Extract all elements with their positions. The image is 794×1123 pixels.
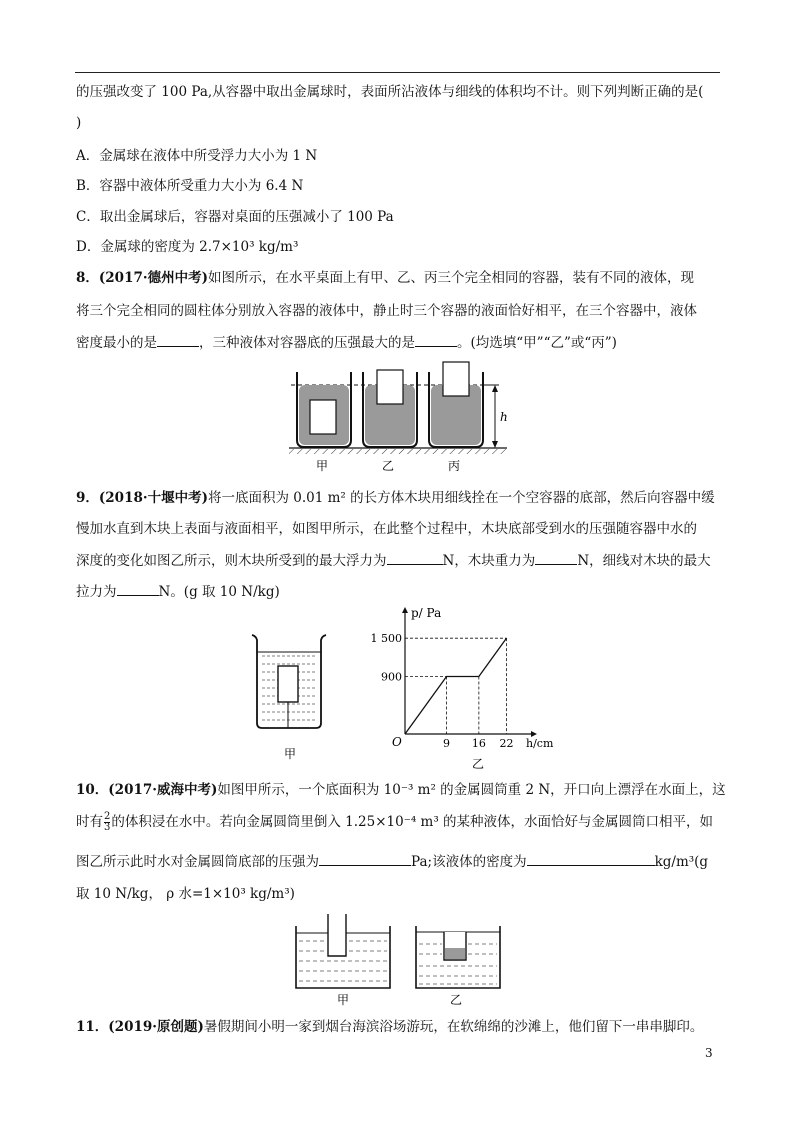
y-tick-label: 900 [381, 670, 402, 684]
q8-number: 8． [76, 270, 99, 286]
q7-option-c: C．取出金属球后，容器对桌面的压强减小了 100 Pa [76, 209, 394, 225]
q10-text2a: 时有 [76, 814, 103, 830]
q9-text1: 将一底面积为 0.01 m² 的长方体木块用细线拴在一个空容器的底部，然后向容器中缓 [207, 490, 715, 506]
chart-guide-lines [405, 638, 507, 734]
q10-line4: 取 10 N/kg， ρ 水=1×10³ kg/m³) [76, 886, 295, 902]
q10-source: (2017·威海中考) [108, 782, 218, 798]
q10-number: 10． [76, 782, 109, 798]
chart-series [405, 638, 507, 734]
label-yi-10: 乙 [450, 993, 463, 1007]
q8-source: (2017·德州中考) [98, 270, 208, 286]
h-label: h [500, 410, 508, 424]
header-rule [75, 72, 720, 73]
q9-text4a: 拉力为 [76, 584, 117, 600]
q9-text4b: N。(g 取 10 N/kg) [158, 584, 280, 600]
q8-line3 [76, 333, 617, 353]
q8-text3c: 。(均选填“甲”“乙”或“丙”) [457, 335, 617, 351]
poured-liquid [445, 948, 465, 959]
q8-text3a: 密度最小的是 [76, 335, 157, 351]
q10-cylinder-figures [292, 914, 502, 1006]
origin-label: O [392, 735, 402, 749]
q7-line2: ) [76, 115, 82, 131]
wood-block [278, 666, 298, 702]
y-axis-label: p/ Pa [411, 606, 442, 620]
q9-text3b: N，木块重力为 [442, 553, 536, 569]
q9-line4 [76, 582, 280, 602]
q8-blank-2[interactable] [415, 333, 457, 347]
q9-blank-3[interactable] [117, 582, 159, 596]
q8-text1: 如图所示，在水平桌面上有甲、乙、丙三个完全相同的容器，装有不同的液体，现 [207, 270, 694, 286]
y-axis-arrow [402, 607, 408, 613]
q9-line3 [76, 551, 711, 571]
q10-text1: 如图甲所示，一个底面积为 10⁻³ m² 的金属圆筒重 2 N，开口向上漂浮在水面上，这 [217, 782, 726, 798]
label-yi: 乙 [382, 459, 395, 473]
q10-blank-1[interactable] [319, 852, 411, 866]
q9-beaker-figure [248, 630, 328, 770]
q11-line1 [76, 1017, 703, 1037]
q9-pressure-chart [370, 606, 554, 772]
q7-option-a: A．金属球在液体中所受浮力大小为 1 N [76, 148, 318, 164]
q8-text3b: ，三种液体对容器底的压强最大的是 [199, 335, 415, 351]
cylinder-jia [310, 400, 336, 434]
q10-blank-2[interactable] [527, 852, 655, 866]
container-yi [363, 370, 417, 447]
cylinder-bing [443, 362, 469, 396]
y-tick-label: 1 500 [370, 632, 402, 646]
q7-option-b: B．容器中液体所受重力大小为 6.4 N [76, 178, 304, 194]
q9-line2: 慢加水直到木块上表面与液面相平，如图甲所示，在此整个过程中，木块底部受到水的压强随容器中水的 [76, 521, 697, 537]
q9-source: (2018·十堰中考) [98, 490, 208, 506]
label-bing: 丙 [448, 459, 461, 473]
tank-jia [296, 914, 390, 1007]
x-tick-label: 9 [443, 737, 451, 750]
q8-line2: 将三个完全相同的圆柱体分别放入容器的液体中，静止时三个容器的液面恰好相平，在三个容器中，液体 [76, 303, 697, 319]
label-jia: 甲 [316, 459, 329, 473]
q9-blank-1[interactable] [387, 551, 443, 565]
q9-line1 [76, 488, 715, 508]
page-number: 3 [705, 1046, 713, 1060]
metal-cylinder-jia [328, 914, 346, 956]
q8-blank-1[interactable] [157, 333, 199, 347]
x-tick-label: 16 [471, 737, 486, 750]
q7-option-d: D．金属球的密度为 2.7×10³ kg/m³ [76, 239, 299, 255]
ground-hatch [289, 449, 507, 454]
q9-text3a: 深度的变化如图乙所示，则木块所受到的最大浮力为 [76, 553, 387, 569]
container-bing [429, 362, 483, 447]
fraction-two-thirds: $\frac{2}{3}$ [104, 811, 111, 833]
chart-labels [371, 606, 554, 750]
q10-line2 [76, 812, 713, 833]
chart-axes [402, 607, 537, 737]
q10-line1 [76, 780, 726, 800]
tank-yi [416, 926, 500, 1007]
x-axis-label: h/cm [526, 737, 554, 750]
label-jia-10: 甲 [337, 993, 350, 1007]
q10-line3 [76, 852, 708, 872]
q9-text3c: N，细线对木块的最大 [577, 553, 711, 569]
q9-blank-2[interactable] [535, 551, 577, 565]
x-tick-label: 22 [499, 737, 514, 750]
q11-text: 暑假期间小明一家到烟台海滨浴场游玩，在软绵绵的沙滩上，他们留下一串串脚印。 [203, 1019, 704, 1035]
pressure-line [405, 638, 507, 734]
q10-text3c: kg/m³(g [654, 854, 709, 870]
q8-containers-figure [285, 364, 515, 476]
label-jia-9: 甲 [284, 747, 297, 761]
q10-text2b: 的体积浸在水中。若向金属圆筒里倒入 1.25×10⁻⁴ m³ 的某种液体，水面恰好与金属圆筒口相平，如 [111, 814, 714, 830]
q10-text3b: Pa;该液体的密度为 [411, 854, 527, 870]
q8-line1 [76, 268, 694, 288]
q10-text3a: 图乙所示此时水对金属圆筒底部的压强为 [76, 854, 319, 870]
container-jia [297, 372, 351, 447]
q7-line1: 的压强改变了 100 Pa,从容器中取出金属球时，表面所沾液体与细线的体积均不计。则下列判断正确的是( [76, 84, 704, 100]
q11-source: (2019·原创题) [108, 1019, 204, 1035]
cylinder-yi [377, 370, 403, 404]
q11-number: 11． [76, 1019, 109, 1035]
label-yi-9: 乙 [472, 757, 485, 771]
q9-number: 9． [76, 490, 99, 506]
